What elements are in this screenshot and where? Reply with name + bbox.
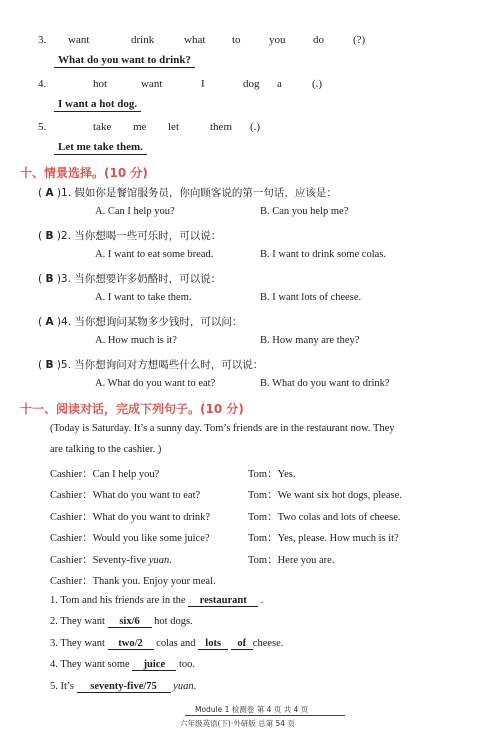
fill-1: 1. Tom and his friends are in the restaurant .	[50, 595, 264, 606]
choice-2-option-a: A. I want to eat some bread.	[95, 249, 214, 260]
fill-2: 2. They want six/6 hot dogs.	[50, 616, 193, 627]
choice-1-option-a: A. Can I help you?	[95, 206, 175, 217]
reorder-3-words: 3. want drink what to you do (?)	[38, 34, 366, 46]
choice-5-option-b: B. What do you want to drink?	[260, 378, 390, 389]
footer-line-2: 六年级英语(下)·外研版 总第 54 页	[180, 719, 295, 728]
dialog-tom-3: Tom：Two colas and lots of cheese.	[248, 512, 401, 523]
fill-4: 4. They want some juice too.	[50, 659, 196, 670]
reorder-3-answer: What do you want to drink?	[54, 54, 195, 68]
dialog-intro-line-2: are talking to the cashier. )	[50, 444, 162, 455]
choice-3-option-a: A. I want to take them.	[95, 292, 192, 303]
dialog-tom-5: Tom：Here you are.	[248, 555, 335, 566]
choice-4-option-b: B. How many are they?	[260, 335, 360, 346]
dialog-cashier-2: Cashier：What do you want to eat?	[50, 490, 201, 501]
fill-5: 5. It’s seventy-five/75 yuan.	[50, 681, 197, 692]
choice-1-question: ( A )1. 假如你是餐馆服务员，你向顾客说的第一句话，应该是：	[38, 187, 337, 199]
dialog-cashier-4: Cashier：Would you like some juice?	[50, 533, 210, 544]
dialog-tom-1: Tom：Yes.	[248, 469, 296, 480]
reorder-5-answer: Let me take them.	[54, 141, 147, 155]
dialog-cashier-6: Cashier：Thank you. Enjoy your meal.	[50, 576, 216, 587]
choice-4-question: ( A )4. 当你想询问某物多少钱时，可以问：	[38, 316, 243, 328]
choice-5-option-a: A. What do you want to eat?	[95, 378, 216, 389]
choice-2-question: ( B )2. 当你想喝一些可乐时，可以说：	[38, 230, 222, 242]
footer-rule	[185, 715, 345, 716]
dialog-cashier-3: Cashier：What do you want to drink?	[50, 512, 211, 523]
choice-3-question: ( B )3. 当你想要许多奶酪时，可以说：	[38, 273, 222, 285]
section-10-title: 十、情景选择。(10 分)	[20, 166, 148, 180]
dialog-tom-2: Tom：We want six hot dogs, please.	[248, 490, 402, 501]
dialog-cashier-5: Cashier：Seventy-five yuan.	[50, 555, 172, 566]
section-11-title: 十一、阅读对话，完成下列句子。(10 分)	[20, 402, 244, 416]
fill-3: 3. They want two/2 colas and lots of cheese.	[50, 638, 284, 649]
choice-1-option-b: B. Can you help me?	[260, 206, 349, 217]
choice-2-option-b: B. I want to drink some colas.	[260, 249, 386, 260]
reorder-4-answer: I want a hot dog.	[54, 98, 141, 112]
dialog-cashier-1: Cashier：Can I help you?	[50, 469, 160, 480]
choice-5-question: ( B )5. 当你想询问对方想喝些什么时，可以说：	[38, 359, 264, 371]
dialog-tom-4: Tom：Yes, please. How much is it?	[248, 533, 399, 544]
dialog-intro-line-1: (Today is Saturday. It’s a sunny day. Tom’s friends are in the restaurant now. They	[50, 423, 395, 434]
choice-4-option-a: A. How much is it?	[95, 335, 177, 346]
reorder-5-words: 5. take me let them (.)	[38, 121, 261, 133]
footer-line-1: Module 1 检测卷 第 4 页 共 4 页	[195, 705, 309, 714]
choice-3-option-b: B. I want lots of cheese.	[260, 292, 362, 303]
reorder-4-words: 4. hot want I dog a (.)	[38, 78, 323, 90]
